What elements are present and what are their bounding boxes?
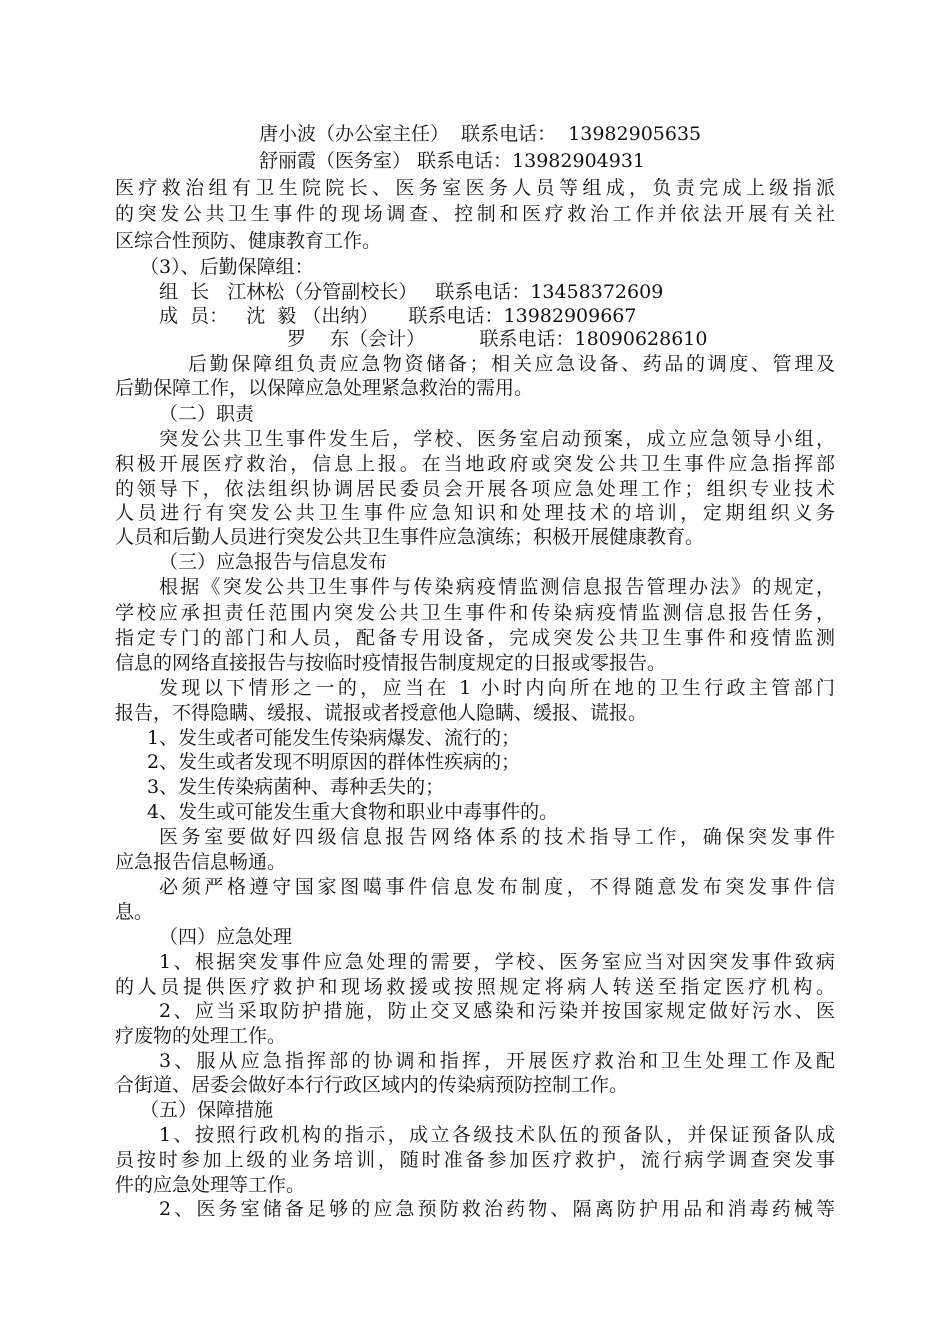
paragraph-line: 息。: [115, 901, 154, 923]
paragraph-line: 区综合性预防、健康教育工作。: [115, 230, 382, 252]
paragraph-line: 2、应当采取防护措施，防止交叉感染和污染并按国家规定做好污水、医: [159, 1000, 835, 1022]
paragraph-line: 发现以下情形之一的，应当在 1 小时内向所在地的卫生行政主管部门: [159, 677, 835, 699]
paragraph-line: 人员进行有突发公共卫生事件应急知识和处理技术的培训，定期组织义务: [115, 502, 835, 524]
paragraph-line: 员按时参加上级的业务培训，随时准备参加医疗救护，流行病学调查突发事: [115, 1149, 835, 1171]
contact-line: 唐小波（办公室主任） 联系电话： 13982905635: [259, 123, 702, 145]
paragraph-line: 1、按照行政机构的指示，成立各级技术队伍的预备队，并保证预备队成: [159, 1124, 835, 1146]
list-item: 2、发生或者发现不明原因的群体性疾病的；: [147, 751, 521, 773]
section-heading: （五）保障措施: [140, 1099, 274, 1121]
paragraph-line: 学校应承担责任范围内突发公共卫生事件和传染病疫情监测信息报告任务，: [115, 602, 835, 624]
paragraph-line: 积极开展医疗救治，信息上报。在当地政府或突发公共卫生事件应急指挥部: [115, 453, 835, 475]
contact-line: 舒丽霞（医务室） 联系电话：13982904931: [259, 150, 646, 172]
paragraph-line: 根据《突发公共卫生事件与传染病疫情监测信息报告管理办法》的规定，: [159, 576, 835, 598]
paragraph-line: 后勤保障工作，以保障应急处理紧急救治的需用。: [115, 377, 534, 399]
paragraph-line: 应急报告信息畅通。: [115, 851, 287, 873]
list-item: 1、发生或者可能发生传染病爆发、流行的；: [147, 727, 521, 749]
paragraph-line: 信息的网络直接报告与按临时疫情报告制度规定的日报或零报告。: [115, 652, 667, 674]
paragraph-line: 2、医务室储备足够的应急预防救治药物、隔离防护用品和消毒药械等: [159, 1198, 835, 1220]
section-heading: （三）应急报告与信息发布: [159, 551, 388, 573]
paragraph-line: 1、根据突发事件应急处理的需要，学校、医务室应当对因突发事件致病: [159, 951, 835, 973]
section-heading: （四）应急处理: [159, 926, 293, 948]
list-item: 4、发生或可能发生重大食物和职业中毒事件的。: [147, 801, 559, 823]
paragraph-line: 的人员提供医疗救护和现场救援或按照规定将病人转送至指定医疗机构。: [115, 976, 835, 998]
paragraph-line: 医务室要做好四级信息报告网络体系的技术指导工作，确保突发事件: [159, 826, 835, 848]
paragraph-line: 合街道、居委会做好本行行政区域内的传染病预防控制工作。: [115, 1074, 629, 1096]
paragraph-line: 的领导下，依法组织协调居民委员会开展各项应急处理工作；组织专业技术: [115, 478, 835, 500]
paragraph-line: 的突发公共卫生事件的现场调查、控制和医疗救治工作并依法开展有关社: [115, 203, 835, 225]
paragraph-line: 疗废物的处理工作。: [115, 1025, 287, 1047]
paragraph-line: 3、服从应急指挥部的协调和指挥，开展医疗救治和卫生处理工作及配: [159, 1050, 835, 1072]
paragraph-line: 医疗救治组有卫生院院长、医务室医务人员等组成，负责完成上级指派: [115, 177, 835, 199]
paragraph-line: 报告，不得隐瞒、缓报、谎报或者授意他人隐瞒、缓报、谎报。: [115, 702, 648, 724]
paragraph-line: 人员和后勤人员进行突发公共卫生事件应急演练；积极开展健康教育。: [115, 526, 705, 548]
paragraph-line: 件的应急处理等工作。: [115, 1174, 306, 1196]
section-heading: （3）、后勤保障组：: [140, 256, 314, 278]
paragraph-line: 指定专门的部门和人员，配备专用设备，完成突发公共卫生事件和疫情监测: [115, 627, 835, 649]
list-item: 3、发生传染病菌种、毒种丢失的；: [147, 776, 445, 798]
paragraph-line: 突发公共卫生事件发生后，学校、医务室启动预案，成立应急领导小组，: [159, 428, 835, 450]
contact-line: 组 长 江林松（分管副校长） 联系电话：13458372609: [159, 281, 664, 303]
contact-line: 罗 东（会计） 联系电话：18090628610: [287, 328, 708, 350]
paragraph-line: 后勤保障组负责应急物资储备；相关应急设备、药品的调度、管理及: [188, 353, 835, 375]
contact-line: 成 员： 沈 毅 （出纳） 联系电话：13982909667: [159, 305, 637, 327]
section-heading: （二）职责: [159, 403, 255, 425]
paragraph-line: 必须严格遵守国家图噶事件信息发布制度，不得随意发布突发事件信: [159, 876, 835, 898]
